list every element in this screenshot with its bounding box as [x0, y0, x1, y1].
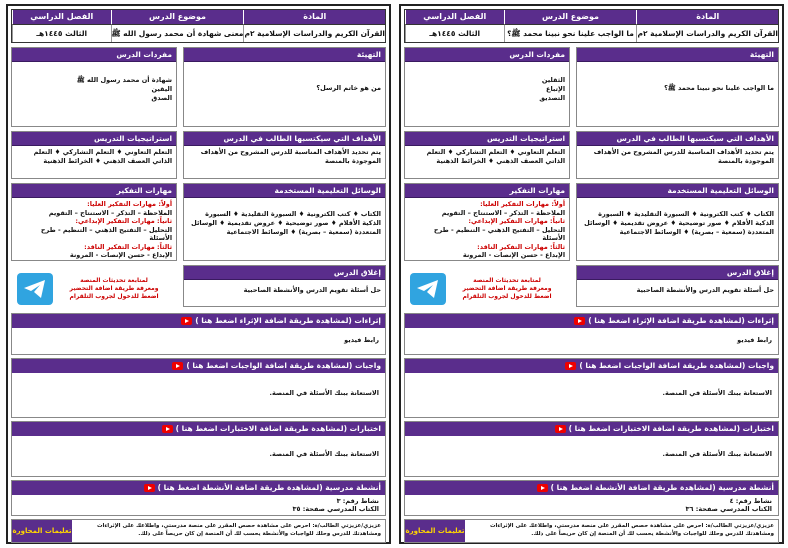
header-topic-label: موضوع الدرس	[504, 10, 637, 24]
header-topic-label: موضوع الدرس	[111, 10, 244, 24]
enrich-section: إثراءات (لمشاهدة طريقة اضافة الإثراء اضغط هنا ) رابط فيديو	[11, 313, 386, 355]
header-term-value: الثالث ١٤٤٥هـ	[405, 24, 504, 42]
vocab-box: مفردات الدرس الثقلين الإتباع التصديق	[404, 47, 570, 127]
strategies-box: استراتيجيات التدريس التعلم التعاوني ♦ التعلم التشاركي ♦ التعلم الذاتي العصف الذهني ♦ الخرائط الذهنية	[11, 131, 177, 179]
header-subject-value: القرآن الكريم والدراسات الإسلامية ٢م	[243, 24, 385, 42]
activities-section: أنشطة مدرسية (لمشاهدة طريقة اضافة الأنشطة اضغط هنا ) نشاط رقم: ٤ الكتاب المدرسي صفحة: ٣٦	[404, 480, 779, 516]
thinking-box: مهارات التفكير أولاً: مهارات التفكير العليا: الملاحظة – التذكر – الاستنتاج – التقويم ثانياً: مهارات التفكير الإبداعي: التحليل – التفتيح الذهني – التنظيم - طرح الأسئلة ثالثاً: مهارات التفكير الناقد: الإبداع - حسن الإنصات - المرونة	[11, 183, 177, 261]
tests-section: اختبارات (لمشاهدة طريقة اضافة الاختبارات اضغط هنا ) الاستعانة ببنك الأسئلة في المنصة.	[404, 421, 779, 477]
tools-box: الوسائل التعليمية المستخدمة الكتاب ♦ كتب الكترونية ♦ السبورة التقليدية ♦ السبورة الذكية الأقلام ♦ صور توضيحية ♦ عروض تقديمية ♦ الوسائل المتعددة (سمعية – بصرية) ♦ الوسائط الاجتماعية	[576, 183, 779, 261]
telegram-banner[interactable]: لمتابعة تحديثات المنصة ومعرفة طريقة اضافة التحضير اضغط للدخول لجروب التلقرام	[404, 265, 570, 313]
telegram-icon[interactable]	[410, 273, 446, 305]
activities-section: أنشطة مدرسية (لمشاهدة طريقة اضافة الأنشطة اضغط هنا ) نشاط رقم: ٣ الكتاب المدرسي صفحة: ٣٥	[11, 480, 386, 516]
header-subject-value: القرآن الكريم والدراسات الإسلامية ٢م	[636, 24, 778, 42]
enrich-section: إثراءات (لمشاهدة طريقة اضافة الإثراء اضغط هنا ) رابط فيديو	[404, 313, 779, 355]
header-topic-value: ما الواجب علينا نحو نبينا محمد ﷺ؟	[504, 24, 637, 42]
youtube-icon[interactable]	[162, 425, 173, 433]
tests-section: اختبارات (لمشاهدة طريقة اضافة الاختبارات اضغط هنا ) الاستعانة ببنك الأسئلة في المنصة.	[11, 421, 386, 477]
header-table	[11, 9, 386, 43]
youtube-icon[interactable]	[181, 317, 192, 325]
strategies-box: استراتيجيات التدريس التعلم التعاوني ♦ التعلم التشاركي ♦ التعلم الذاتي العصف الذهني ♦ الخرائط الذهنية	[404, 131, 570, 179]
footer: عزيزي/عزيزتي الطالب/ة: احرص على مشاهدة حصص المقرر على منصة مدرستي، واطلاعك على الإثراءات ومشاهدتك للدرس وحلك للواجبات والأنشطة يحسب لك أن المنصة إن كان حريصاً على ذلك. تعليمات المحاورة	[11, 519, 386, 543]
header-term-label: الفصل الدراسي	[12, 10, 111, 24]
header-table	[404, 9, 779, 43]
vocab-box: مفردات الدرس شهادة أن محمد رسول الله ﷺ اليقين الصدق	[11, 47, 177, 127]
homework-section: واجبات (لمشاهدة طريقة اضافة الواجبات اضغط هنا ) الاستعانة ببنك الأسئلة في المنصة.	[11, 358, 386, 418]
closing-box: إغلاق الدرس حل أسئلة تقويم الدرس والأنشطة الصاحبية	[576, 265, 779, 307]
intro-text: ما الواجب علينا نحو نبينا محمد ﷺ؟	[664, 84, 774, 92]
youtube-icon[interactable]	[555, 425, 566, 433]
youtube-icon[interactable]	[574, 317, 585, 325]
header-term-value: الثالث ١٤٤٥هـ	[12, 24, 111, 42]
header-topic-value: معنى شهادة أن محمد رسول الله ﷺ	[111, 24, 244, 42]
youtube-icon[interactable]	[172, 362, 183, 370]
footer: عزيزي/عزيزتي الطالب/ة: احرص على مشاهدة حصص المقرر على منصة مدرستي، واطلاعك على الإثراءات ومشاهدتك للدرس وحلك للواجبات والأنشطة يحسب لك أن المنصة إن كان حريصاً على ذلك. تعليمات المحاورة	[404, 519, 779, 543]
telegram-banner[interactable]: لمتابعة تحديثات المنصة ومعرفة طريقة اضافة التحضير اضغط للدخول لجروب التلقرام	[11, 265, 177, 313]
homework-section: واجبات (لمشاهدة طريقة اضافة الواجبات اضغط هنا ) الاستعانة ببنك الأسئلة في المنصة.	[404, 358, 779, 418]
intro-text: من هو خاتم الرسل؟	[316, 84, 381, 92]
closing-box: إغلاق الدرس حل أسئلة تقويم الدرس والأنشطة الصاحبية	[183, 265, 386, 307]
header-subject-label: المادة	[636, 10, 778, 24]
goals-box: الأهداف التي سيكتسبها الطالب في الدرس يتم تحديد الأهداف المناسبة للدرس المشروح من الأهداف الموجودة بالمنصة	[183, 131, 386, 179]
youtube-icon[interactable]	[565, 362, 576, 370]
tools-box: الوسائل التعليمية المستخدمة الكتاب ♦ كتب الكترونية ♦ السبورة التقليدية ♦ السبورة الذكية الأقلام ♦ صور توضيحية ♦ عروض تقديمية ♦ الوسائل المتعددة (سمعية – بصرية) ♦ الوسائط الاجتماعية	[183, 183, 386, 261]
header-term-label: الفصل الدراسي	[405, 10, 504, 24]
youtube-icon[interactable]	[144, 484, 155, 492]
goals-box: الأهداف التي سيكتسبها الطالب في الدرس يتم تحديد الأهداف المناسبة للدرس المشروح من الأهداف الموجودة بالمنصة	[576, 131, 779, 179]
intro-box: التهيئة ما الواجب علينا نحو نبينا محمد ﷺ؟	[576, 47, 779, 127]
lesson-sheet-right	[399, 4, 784, 544]
youtube-icon[interactable]	[537, 484, 548, 492]
telegram-icon[interactable]	[17, 273, 53, 305]
header-subject-label: المادة	[243, 10, 385, 24]
lesson-sheet-left	[6, 4, 391, 544]
intro-box: التهيئة من هو خاتم الرسل؟	[183, 47, 386, 127]
thinking-box: مهارات التفكير أولاً: مهارات التفكير العليا: الملاحظة – التذكر – الاستنتاج – التقويم ثانياً: مهارات التفكير الإبداعي: التحليل – التفتيح الذهني – التنظيم - طرح الأسئلة ثالثاً: مهارات التفكير الناقد: الإبداع - حسن الإنصات - المرونة	[404, 183, 570, 261]
